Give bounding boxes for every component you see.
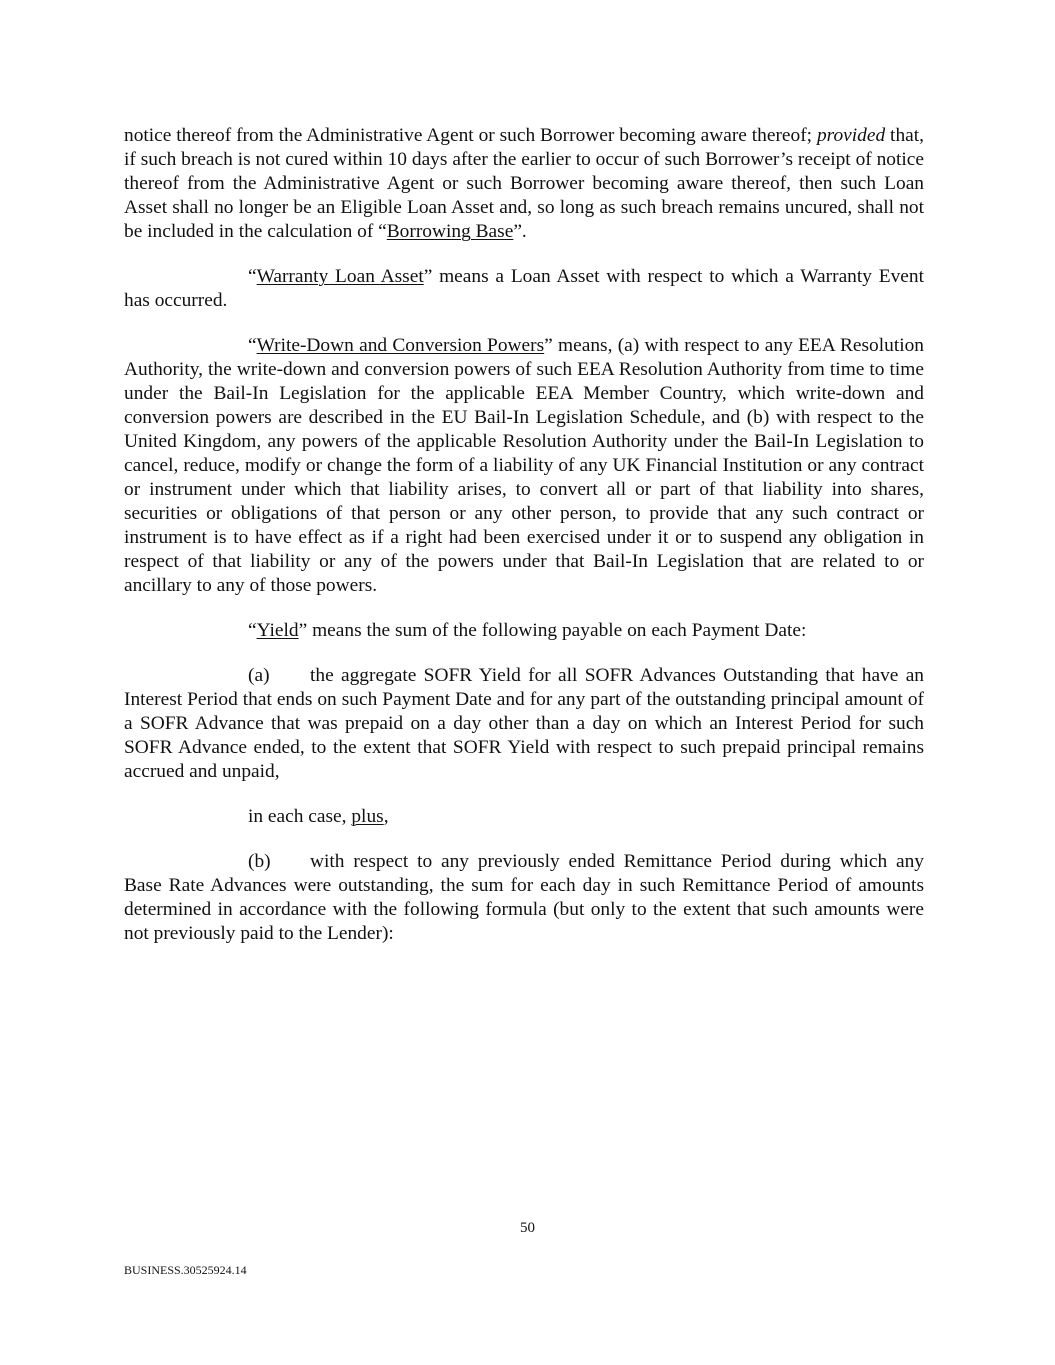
- in-each-case-suffix: ,: [383, 806, 389, 827]
- page-number: 50: [520, 1220, 535, 1236]
- yield-item-b: [124, 850, 924, 946]
- item-a-label: (a): [248, 665, 270, 686]
- definition-open-quote: “: [248, 266, 257, 287]
- item-b-label: (b): [248, 851, 271, 872]
- item-a-text: the aggregate SOFR Yield for all SOFR Advances Outstanding that have an Interest Period that ends on such Payment Date and for any part of the outstanding principal amount of a SOFR Advance that was prepaid on a day other than a day on which an Interest Period for such SOFR Advance ended, to the extent that SOFR Yield with respect to such prepaid principal remains accrued and unpaid,: [124, 665, 924, 782]
- yield-item-a: [124, 664, 924, 784]
- definition-open-quote: “: [248, 335, 257, 356]
- yield-term: Yield: [256, 620, 299, 641]
- continuation-text-2: that, if such breach is not cured within 10 days after the earlier to occur of such Borrower’s receipt of notice thereof from the Administrative Agent or such Borrower becoming aware thereof, then such Loan Asset shall no longer be an Eligible Loan Asset and, so long as such breach remains uncured, shall not be included in the calculation of “: [124, 125, 924, 242]
- yield-definition: [124, 619, 924, 643]
- write-down-powers-term: Write-Down and Conversion Powers: [256, 335, 545, 356]
- plus-term: plus: [351, 806, 384, 827]
- in-each-case-plus: [124, 805, 924, 829]
- borrowing-base-term: Borrowing Base: [386, 221, 514, 242]
- in-each-case-prefix: in each case,: [248, 806, 352, 827]
- write-down-powers-body: ” means, (a) with respect to any EEA Resolution Authority, the write-down and conversion powers of such EEA Resolution Authority from time to time under the Bail-In Legislation for the applicable EEA Member Country, which write-down and conversion powers are described in the EU Bail-In Legislation Schedule, and (b) with respect to the United Kingdom, any powers of the applicable Resolution Authority under the Bail-In Legislation to cancel, reduce, modify or change the form of a liability of any UK Financial Institution or any contract or instrument under which that liability arises, to convert all or part of that liability into shares, securities or obligations of that person or any other person, to provide that any such contract or instrument is to have effect as if a right had been exercised under it or to suspend any obligation in respect of that liability or any of the powers under that Bail-In Legislation that are related to or ancillary to any of those powers.: [124, 335, 924, 596]
- provided-italic: provided: [816, 125, 886, 146]
- item-b-text: with respect to any previously ended Remittance Period during which any Base Rate Advances were outstanding, the sum for each day in such Remittance Period of amounts determined in accordance with the following formula (but only to the extent that such amounts were not previously paid to the Lender):: [124, 851, 924, 944]
- continuation-text-3: ”.: [513, 221, 527, 242]
- document-id: BUSINESS.30525924.14: [124, 1263, 247, 1277]
- warranty-loan-asset-term: Warranty Loan Asset: [256, 266, 424, 287]
- document-body: [124, 124, 924, 967]
- definition-open-quote: “: [248, 620, 257, 641]
- yield-body: ” means the sum of the following payable on each Payment Date:: [298, 620, 807, 641]
- write-down-powers-definition: [124, 334, 924, 598]
- warranty-loan-asset-body: ” means a Loan Asset with respect to which a Warranty Event has occurred.: [124, 266, 924, 311]
- continuation-paragraph: [124, 124, 924, 244]
- warranty-loan-asset-definition: [124, 265, 924, 313]
- continuation-text-1: notice thereof from the Administrative Agent or such Borrower becoming aware thereof;: [124, 125, 817, 146]
